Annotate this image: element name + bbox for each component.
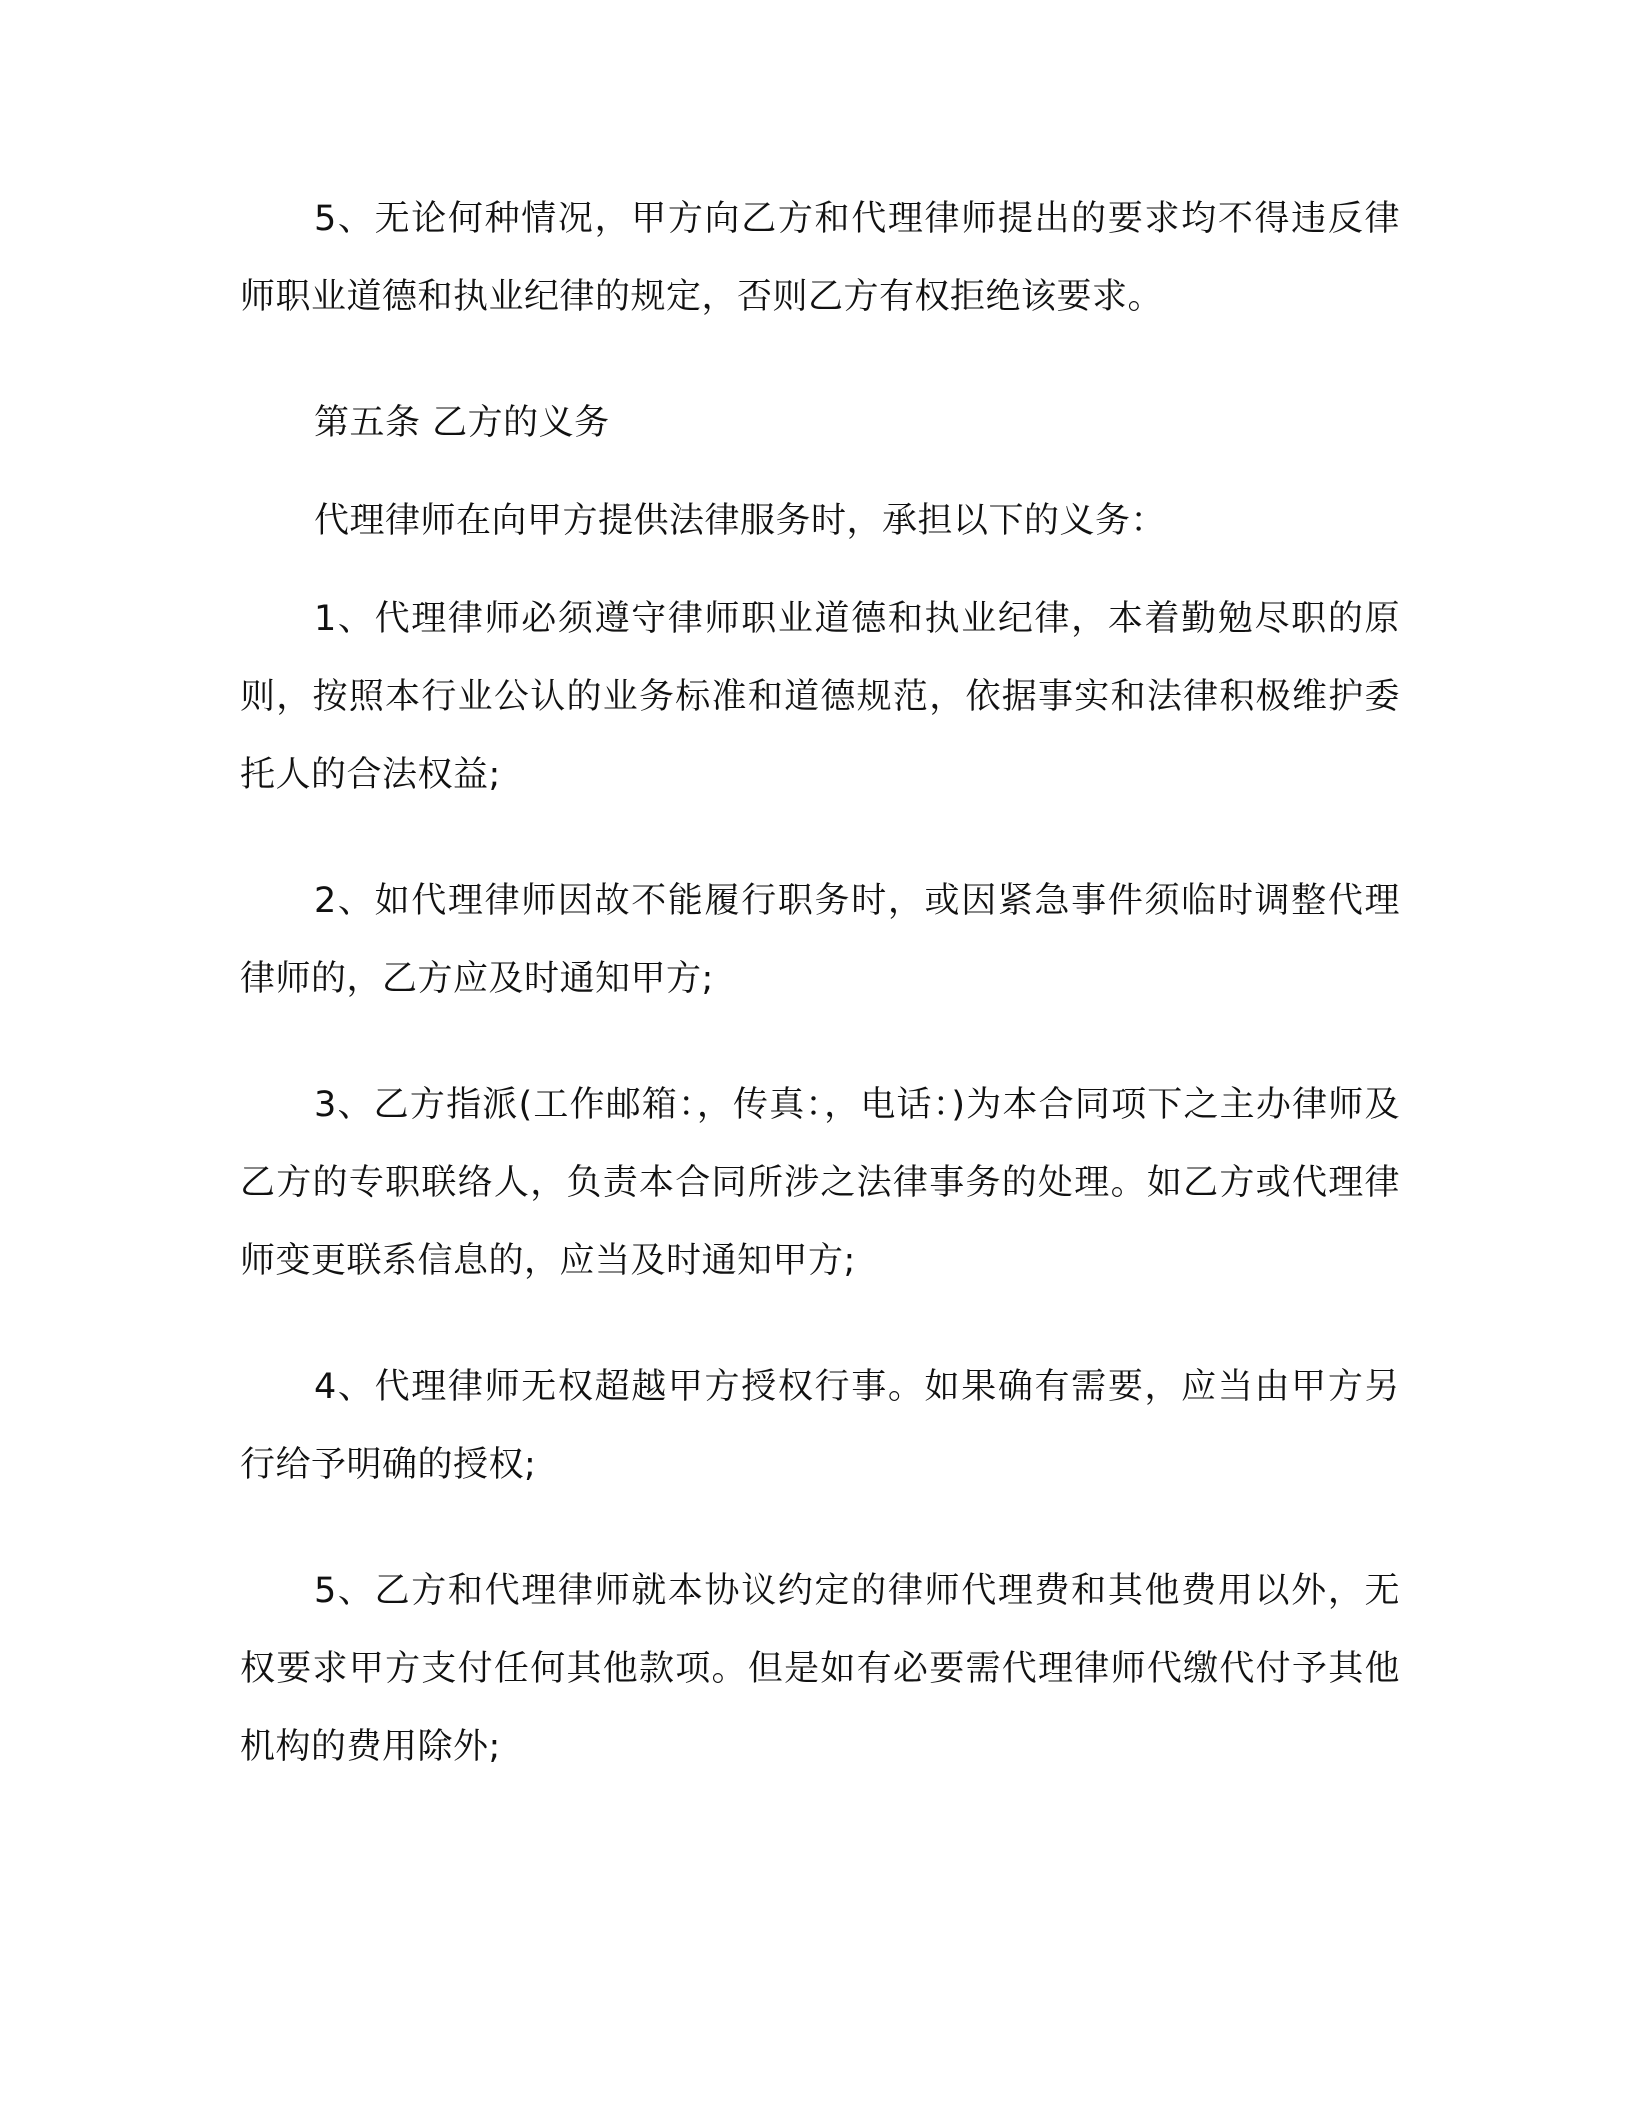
paragraph-obligations-intro: 代理律师在向甲方提供法律服务时，承担以下的义务： (314, 501, 1167, 541)
paragraph-obligation-4: 4、代理律师无权超越甲方授权行事。如果确有需要，应当由甲方另行给予明确的授权; (240, 1367, 1400, 1485)
paragraph-obligation-1: 1、代理律师必须遵守律师职业道德和执业纪律，本着勤勉尽职的原则，按照本行业公认的业务标准和道德规范，依据事实和法律积极维护委托人的合法权益; (240, 599, 1400, 795)
paragraph-obligation-3: 3、乙方指派(工作邮箱：，传真：，电话：)为本合同项下之主办律师及乙方的专职联络人，负责本合同所涉之法律事务的处理。如乙方或代理律师变更联系信息的，应当及时通知甲方; (240, 1085, 1400, 1281)
paragraph-obligation-2: 2、如代理律师因故不能履行职务时，或因紧急事件须临时调整代理律师的，乙方应及时通知甲方; (240, 881, 1400, 999)
paragraph-obligation-5: 5、乙方和代理律师就本协议约定的律师代理费和其他费用以外，无权要求甲方支付任何其他款项。但是如有必要需代理律师代缴代付予其他机构的费用除外; (240, 1571, 1400, 1767)
paragraph-clause-4-item-5: 5、无论何种情况，甲方向乙方和代理律师提出的要求均不得违反律师职业道德和执业纪律的规定，否则乙方有权拒绝该要求。 (240, 199, 1400, 317)
section-heading-article-5: 第五条 乙方的义务 (314, 403, 610, 443)
document-body (240, 180, 1400, 1834)
